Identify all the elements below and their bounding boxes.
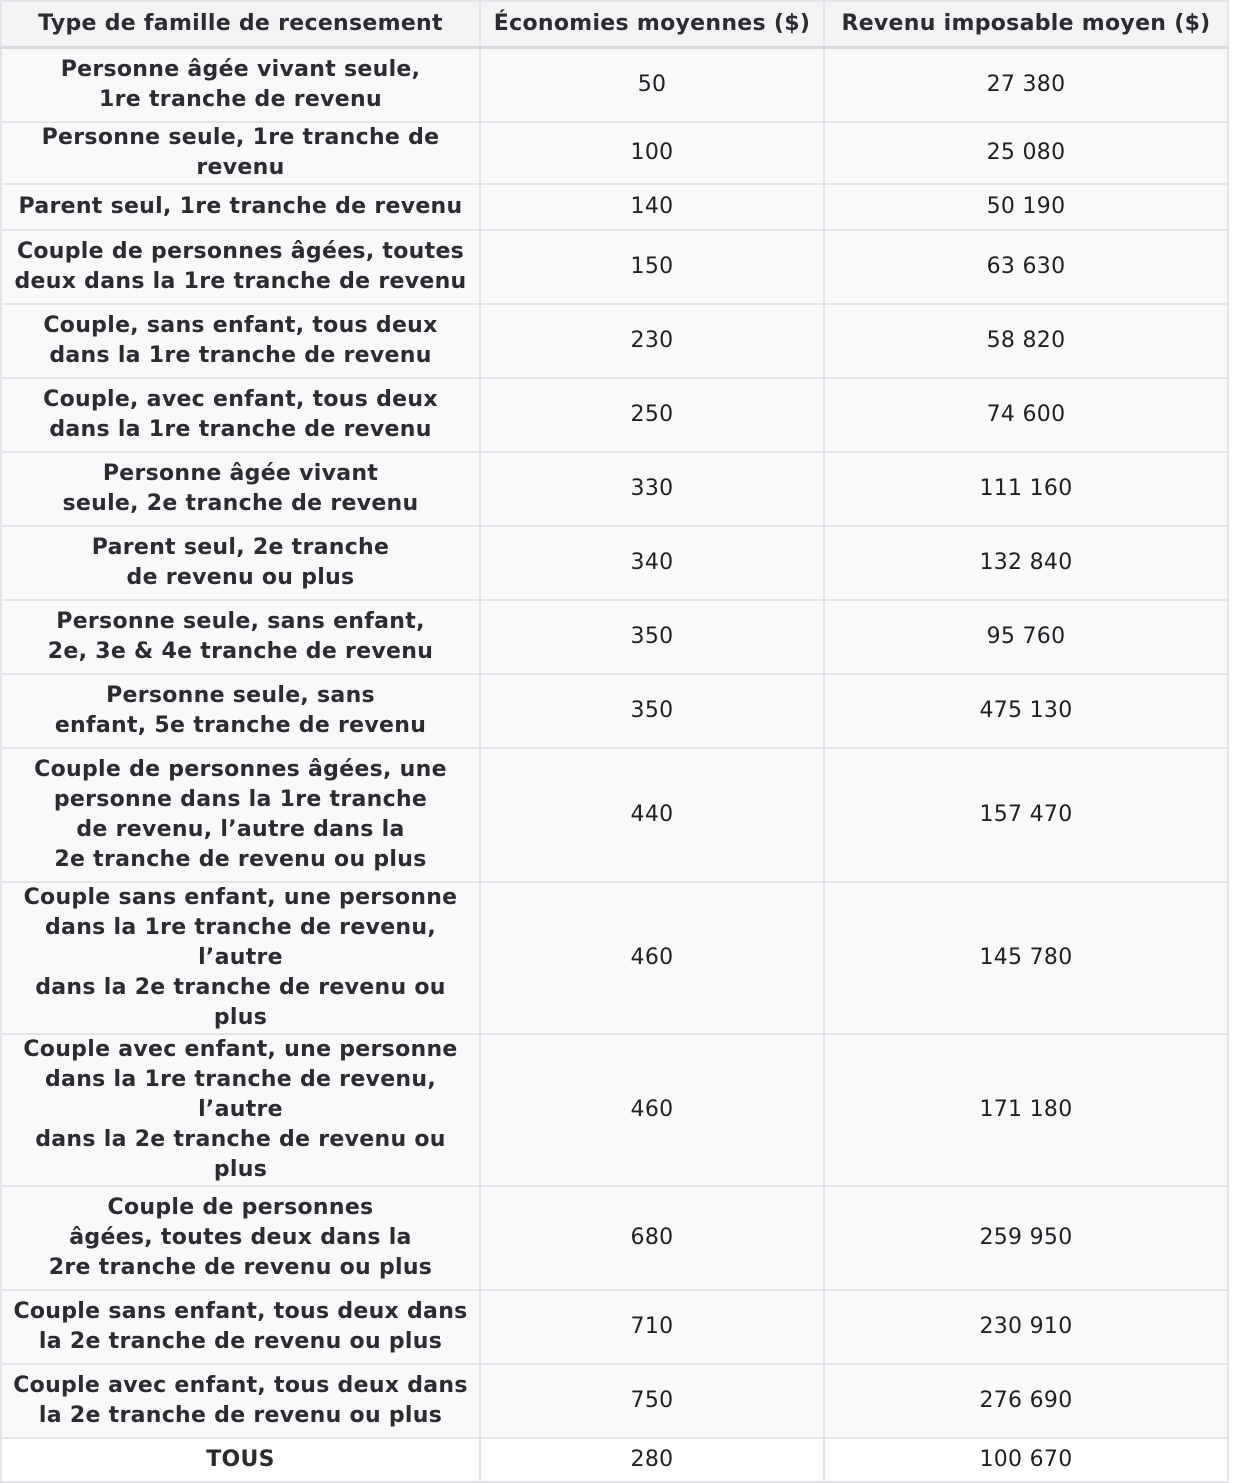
table-row (1, 674, 1228, 748)
cell-family-type (1, 304, 480, 378)
cell-average-taxable-income: 145 780 (824, 882, 1228, 1034)
cell-average-savings: 710 (480, 1290, 824, 1364)
cell-family-type-line: Personne seule, 1re tranche de revenu (41, 124, 440, 180)
cell-average-savings: 340 (480, 526, 824, 600)
cell-family-type-line: dans la 1re tranche de revenu, l’autre (45, 1066, 436, 1122)
cell-family-type-line: la 2e tranche de revenu ou plus (38, 1402, 443, 1428)
cell-family-type (1, 378, 480, 452)
cell-family-type-line: Couple de personnes (107, 1194, 374, 1220)
table-row (1, 748, 1228, 882)
cell-family-type-line: TOUS (206, 1446, 275, 1472)
cell-average-savings: 350 (480, 600, 824, 674)
cell-average-savings: 460 (480, 882, 824, 1034)
cell-family-type-line: de revenu, l’autre dans la (76, 816, 405, 842)
cell-average-savings: 100 (480, 122, 824, 184)
header-row (1, 1, 1228, 48)
table-row (1, 230, 1228, 304)
cell-family-type-line: Personne seule, sans (106, 682, 375, 708)
cell-family-type (1, 674, 480, 748)
cell-family-type-line: Parent seul, 2e tranche (91, 534, 390, 560)
cell-average-taxable-income: 475 130 (824, 674, 1228, 748)
cell-average-taxable-income: 50 190 (824, 184, 1228, 230)
cell-average-taxable-income: 95 760 (824, 600, 1228, 674)
cell-family-type-line: dans la 2e tranche de revenu ou plus (35, 1126, 446, 1182)
cell-average-taxable-income: 100 670 (824, 1438, 1228, 1482)
cell-family-type-line: 2re tranche de revenu ou plus (48, 1254, 433, 1280)
cell-average-taxable-income: 132 840 (824, 526, 1228, 600)
table-row (1, 122, 1228, 184)
cell-average-savings: 330 (480, 452, 824, 526)
cell-family-type-line: de revenu ou plus (126, 564, 355, 590)
table-row (1, 1186, 1228, 1290)
cell-average-taxable-income: 63 630 (824, 230, 1228, 304)
table-row (1, 882, 1228, 1034)
table-row (1, 184, 1228, 230)
cell-family-type-line: personne dans la 1re tranche (53, 786, 428, 812)
cell-family-type-line: Personne âgée vivant (102, 460, 379, 486)
table-row (1, 452, 1228, 526)
table-row (1, 48, 1228, 122)
header-average-taxable-income: Revenu imposable moyen ($) (824, 1, 1228, 48)
cell-average-savings: 440 (480, 748, 824, 882)
cell-average-taxable-income: 276 690 (824, 1364, 1228, 1438)
cell-family-type-line: 1re tranche de revenu (99, 86, 382, 112)
cell-average-taxable-income: 259 950 (824, 1186, 1228, 1290)
cell-family-type-line: âgées, toutes deux dans la (69, 1224, 412, 1250)
cell-average-savings: 250 (480, 378, 824, 452)
cell-family-type-line: enfant, 5e tranche de revenu (54, 712, 427, 738)
cell-family-type-line: dans la 2e tranche de revenu ou plus (35, 974, 446, 1030)
table-row (1, 1364, 1228, 1438)
cell-average-taxable-income: 58 820 (824, 304, 1228, 378)
cell-family-type-line: 2e tranche de revenu ou plus (54, 846, 427, 872)
cell-average-taxable-income: 25 080 (824, 122, 1228, 184)
table-row (1, 304, 1228, 378)
cell-family-type (1, 882, 480, 1034)
cell-family-type-line: Couple avec enfant, tous deux dans (13, 1372, 468, 1398)
cell-family-type (1, 748, 480, 882)
cell-family-type-line: 2e, 3e & 4e tranche de revenu (47, 638, 434, 664)
cell-average-taxable-income: 171 180 (824, 1034, 1228, 1186)
cell-family-type-line: seule, 2e tranche de revenu (62, 490, 419, 516)
cell-average-savings: 230 (480, 304, 824, 378)
cell-family-type-line: dans la 1re tranche de revenu (49, 416, 432, 442)
table-row (1, 1034, 1228, 1186)
cell-family-type (1, 1034, 480, 1186)
cell-average-taxable-income: 74 600 (824, 378, 1228, 452)
cell-family-type-line: Couple avec enfant, une personne (23, 1036, 458, 1062)
cell-family-type (1, 230, 480, 304)
cell-average-savings: 140 (480, 184, 824, 230)
cell-family-type-line: Couple, avec enfant, tous deux (43, 386, 438, 412)
cell-family-type-line: Couple de personnes âgées, toutes (16, 238, 465, 264)
cell-family-type-line: dans la 1re tranche de revenu (49, 342, 432, 368)
cell-family-type (1, 1186, 480, 1290)
cell-family-type-line: Couple, sans enfant, tous deux (43, 312, 438, 338)
cell-family-type-line: dans la 1re tranche de revenu, l’autre (45, 914, 436, 970)
cell-average-taxable-income: 27 380 (824, 48, 1228, 122)
cell-family-type-line: Personne âgée vivant seule, (60, 56, 421, 82)
cell-family-type (1, 184, 480, 230)
cell-family-type-line: Parent seul, 1re tranche de revenu (18, 193, 463, 219)
cell-average-taxable-income: 111 160 (824, 452, 1228, 526)
cell-family-type-line: Couple de personnes âgées, une (34, 756, 447, 782)
cell-family-type (1, 1290, 480, 1364)
cell-family-type (1, 1438, 480, 1482)
table-body (1, 48, 1228, 1482)
cell-average-taxable-income: 157 470 (824, 748, 1228, 882)
cell-average-savings: 460 (480, 1034, 824, 1186)
cell-average-savings: 150 (480, 230, 824, 304)
cell-average-savings: 50 (480, 48, 824, 122)
header-family-type: Type de famille de recensement (1, 1, 480, 48)
cell-family-type (1, 452, 480, 526)
cell-family-type (1, 122, 480, 184)
cell-family-type-line: Couple sans enfant, tous deux dans (13, 1298, 468, 1324)
cell-family-type (1, 526, 480, 600)
cell-family-type-line: deux dans la 1re tranche de revenu (14, 268, 467, 294)
cell-family-type (1, 600, 480, 674)
table-row (1, 378, 1228, 452)
table-row (1, 526, 1228, 600)
cell-average-savings: 280 (480, 1438, 824, 1482)
table-row (1, 1438, 1228, 1482)
cell-family-type (1, 48, 480, 122)
table-row (1, 1290, 1228, 1364)
header-average-savings: Économies moyennes ($) (480, 1, 824, 48)
cell-family-type (1, 1364, 480, 1438)
cell-average-savings: 350 (480, 674, 824, 748)
cell-average-taxable-income: 230 910 (824, 1290, 1228, 1364)
cell-family-type-line: Personne seule, sans enfant, (56, 608, 425, 634)
cell-average-savings: 680 (480, 1186, 824, 1290)
table-row (1, 600, 1228, 674)
cell-family-type-line: Couple sans enfant, une personne (23, 884, 458, 910)
cell-family-type-line: la 2e tranche de revenu ou plus (38, 1328, 443, 1354)
cell-average-savings: 750 (480, 1364, 824, 1438)
